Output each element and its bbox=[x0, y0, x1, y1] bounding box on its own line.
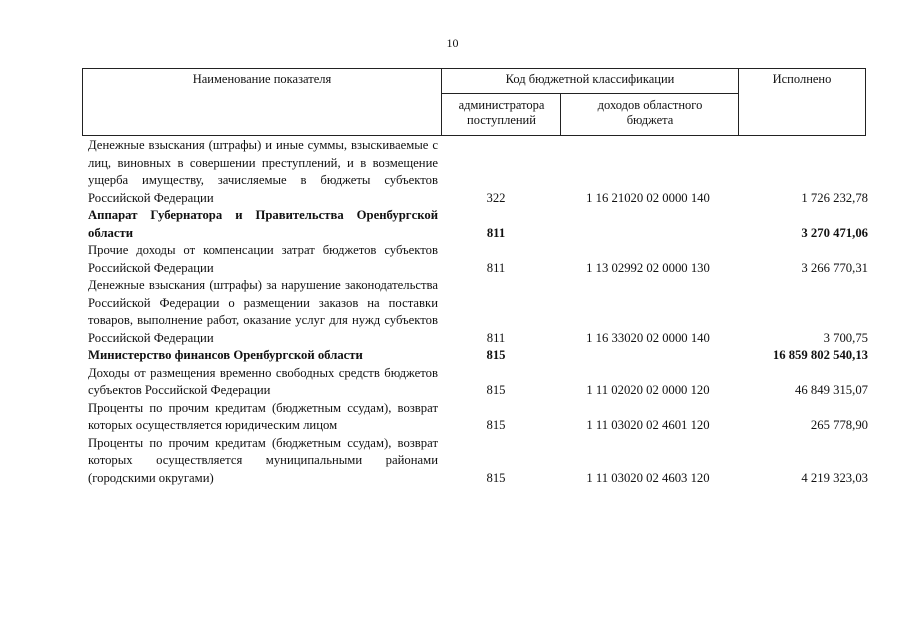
row-admin-code: 322 bbox=[486, 190, 506, 205]
row-amount: 16 859 802 540,13 bbox=[772, 348, 868, 362]
table-row bbox=[88, 347, 868, 365]
row-amount: 265 778,90 bbox=[810, 418, 868, 432]
page-number: 10 bbox=[446, 36, 459, 50]
table-body bbox=[88, 137, 868, 487]
row-amount: 4 219 323,03 bbox=[801, 470, 868, 485]
row-admin-code: 815 bbox=[486, 418, 506, 432]
row-income-code: 1 11 03020 02 4601 120 bbox=[586, 418, 710, 432]
table-row bbox=[88, 207, 868, 242]
row-admin-code: 811 bbox=[486, 225, 506, 240]
row-admin-code: 815 bbox=[486, 383, 506, 397]
header-income-cell bbox=[561, 93, 739, 136]
table-row bbox=[88, 435, 868, 488]
row-description: Проценты по прочим кредитам (бюджетным ссудам), возврат которых осуществляется муниципальными районами (городскими округами) bbox=[88, 435, 438, 485]
header-admin-line-1: администратора bbox=[458, 98, 545, 112]
row-income-code: 1 16 21020 02 0000 140 bbox=[586, 190, 710, 205]
row-admin-code: 811 bbox=[486, 330, 506, 345]
row-admin-code: 811 bbox=[486, 260, 506, 275]
row-amount: 1 726 232,78 bbox=[801, 190, 868, 205]
row-description: Денежные взыскания (штрафы) и иные суммы, взыскиваемые с лиц, виновных в совершении преступлений, и в возмещение ущерба имуществу, зачисляемые в бюджеты субъектов Российской Федерации bbox=[88, 138, 438, 205]
header-name-cell bbox=[82, 68, 442, 136]
row-amount: 3 266 770,31 bbox=[801, 260, 868, 275]
header-name-label: Наименование показателя bbox=[192, 72, 332, 86]
table-row bbox=[88, 365, 868, 400]
header-income-line-1: доходов областного bbox=[597, 98, 703, 112]
row-amount: 46 849 315,07 bbox=[795, 383, 868, 397]
row-description: Прочие доходы от компенсации затрат бюджетов субъектов Российской Федерации bbox=[88, 243, 438, 275]
row-description: Проценты по прочим кредитам (бюджетным ссудам), возврат которых осуществляется юридическим лицом bbox=[88, 400, 438, 432]
row-description: Министерство финансов Оренбургской области bbox=[88, 348, 363, 362]
header-admin-line-2: поступлений bbox=[467, 113, 536, 127]
row-amount: 3 700,75 bbox=[823, 330, 868, 345]
row-admin-code: 815 bbox=[486, 470, 506, 485]
row-description: Денежные взыскания (штрафы) за нарушение законодательства Российской Федерации о размещении заказов на поставки товаров, выполнение работ, оказание услуг для нужд субъектов Российской Федерации bbox=[88, 278, 438, 345]
row-amount: 3 270 471,06 bbox=[801, 225, 868, 240]
row-income-code: 1 11 03020 02 4603 120 bbox=[586, 470, 710, 485]
header-code-label: Код бюджетной классификации bbox=[505, 72, 675, 86]
row-income-code: 1 16 33020 02 0000 140 bbox=[586, 330, 710, 345]
header-admin-cell bbox=[442, 93, 561, 136]
row-description: Аппарат Губернатора и Правительства Оренбургской области bbox=[88, 208, 438, 240]
header-income-line-2: бюджета bbox=[626, 113, 674, 127]
table-row bbox=[88, 242, 868, 277]
row-description: Доходы от размещения временно свободных средств бюджетов субъектов Российской Федерации bbox=[88, 365, 438, 397]
header-executed-label: Исполнено bbox=[772, 72, 832, 86]
table-row bbox=[88, 277, 868, 347]
row-admin-code: 815 bbox=[486, 348, 506, 362]
row-income-code: 1 11 02020 02 0000 120 bbox=[586, 383, 710, 397]
row-income-code: 1 13 02992 02 0000 130 bbox=[586, 260, 710, 275]
header-code-cell bbox=[441, 68, 739, 136]
table-row bbox=[88, 137, 868, 207]
table-row bbox=[88, 400, 868, 435]
header-executed-cell bbox=[738, 68, 866, 136]
